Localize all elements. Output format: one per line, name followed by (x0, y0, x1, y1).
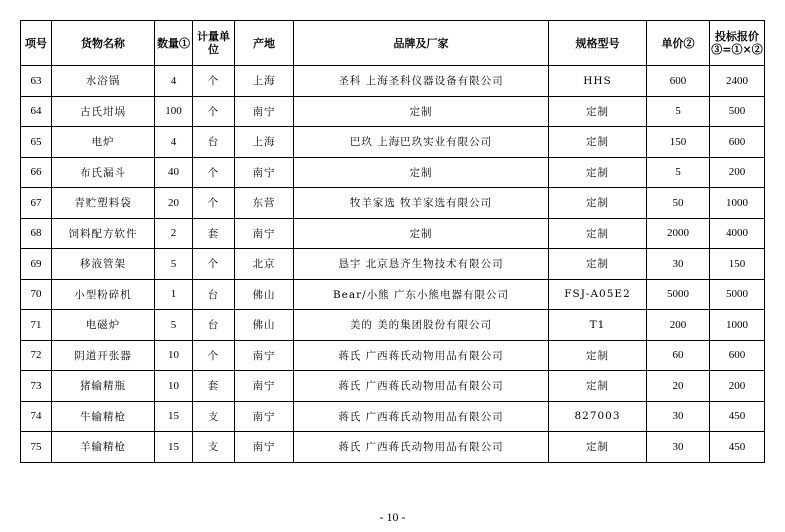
cell-goods-name: 电磁炉 (52, 310, 155, 341)
cell-bid-total: 4000 (710, 218, 765, 249)
cell-spec-model: 定制 (549, 218, 647, 249)
cell-unit-price: 5000 (647, 279, 710, 310)
header-quantity: 数量① (155, 21, 193, 66)
cell-quantity: 15 (155, 401, 193, 432)
cell-bid-total: 1000 (710, 188, 765, 219)
cell-spec-model: 定制 (549, 157, 647, 188)
cell-item-no: 64 (21, 96, 52, 127)
cell-unit: 套 (193, 218, 235, 249)
cell-brand-manufacturer: 巴玖 上海巴玖实业有限公司 (294, 127, 549, 158)
cell-brand-manufacturer: 蒋氏 广西蒋氏动物用品有限公司 (294, 401, 549, 432)
cell-spec-model: 定制 (549, 432, 647, 463)
cell-origin: 南宁 (235, 432, 294, 463)
cell-origin: 佛山 (235, 310, 294, 341)
cell-unit-price: 150 (647, 127, 710, 158)
table-row (21, 432, 765, 463)
cell-brand-manufacturer: 美的 美的集团股份有限公司 (294, 310, 549, 341)
table-row (21, 371, 765, 402)
cell-brand-manufacturer: 蒋氏 广西蒋氏动物用品有限公司 (294, 371, 549, 402)
cell-unit: 台 (193, 279, 235, 310)
cell-spec-model: 定制 (549, 96, 647, 127)
cell-unit: 个 (193, 157, 235, 188)
cell-goods-name: 小型粉碎机 (52, 279, 155, 310)
header-row (21, 21, 765, 66)
cell-item-no: 67 (21, 188, 52, 219)
cell-quantity: 4 (155, 66, 193, 97)
cell-unit-price: 30 (647, 432, 710, 463)
cell-quantity: 20 (155, 188, 193, 219)
table-row (21, 218, 765, 249)
table-body (21, 66, 765, 463)
cell-goods-name: 古氏坩埚 (52, 96, 155, 127)
cell-bid-total: 2400 (710, 66, 765, 97)
cell-brand-manufacturer: 恳宇 北京恳齐生物技术有限公司 (294, 249, 549, 280)
cell-spec-model: 定制 (549, 340, 647, 371)
cell-unit: 台 (193, 310, 235, 341)
table-row (21, 188, 765, 219)
cell-brand-manufacturer: Bear/小熊 广东小熊电器有限公司 (294, 279, 549, 310)
header-unit-price: 单价② (647, 21, 710, 66)
cell-brand-manufacturer: 蒋氏 广西蒋氏动物用品有限公司 (294, 340, 549, 371)
cell-origin: 东营 (235, 188, 294, 219)
page-number: - 10 - (379, 510, 406, 524)
cell-origin: 南宁 (235, 157, 294, 188)
cell-bid-total: 500 (710, 96, 765, 127)
cell-unit: 支 (193, 401, 235, 432)
cell-bid-total: 1000 (710, 310, 765, 341)
cell-unit-price: 200 (647, 310, 710, 341)
cell-brand-manufacturer: 牧羊家选 牧羊家选有限公司 (294, 188, 549, 219)
cell-spec-model: 827003 (549, 401, 647, 432)
table-row (21, 401, 765, 432)
table-row (21, 340, 765, 371)
cell-item-no: 70 (21, 279, 52, 310)
cell-brand-manufacturer: 定制 (294, 96, 549, 127)
cell-spec-model: 定制 (549, 249, 647, 280)
cell-spec-model: FSJ-A05E2 (549, 279, 647, 310)
cell-bid-total: 200 (710, 371, 765, 402)
header-spec-model: 规格型号 (549, 21, 647, 66)
cell-item-no: 75 (21, 432, 52, 463)
cell-item-no: 72 (21, 340, 52, 371)
cell-item-no: 69 (21, 249, 52, 280)
cell-origin: 南宁 (235, 340, 294, 371)
cell-unit-price: 60 (647, 340, 710, 371)
cell-origin: 佛山 (235, 279, 294, 310)
cell-item-no: 68 (21, 218, 52, 249)
cell-unit: 个 (193, 188, 235, 219)
cell-item-no: 74 (21, 401, 52, 432)
cell-unit: 台 (193, 127, 235, 158)
cell-item-no: 66 (21, 157, 52, 188)
table-row (21, 249, 765, 280)
cell-goods-name: 阴道开张器 (52, 340, 155, 371)
cell-unit-price: 30 (647, 249, 710, 280)
cell-item-no: 73 (21, 371, 52, 402)
table-row (21, 66, 765, 97)
cell-item-no: 65 (21, 127, 52, 158)
cell-bid-total: 200 (710, 157, 765, 188)
cell-origin: 南宁 (235, 401, 294, 432)
cell-item-no: 63 (21, 66, 52, 97)
cell-brand-manufacturer: 定制 (294, 157, 549, 188)
cell-spec-model: 定制 (549, 127, 647, 158)
cell-unit-price: 50 (647, 188, 710, 219)
cell-quantity: 10 (155, 340, 193, 371)
cell-unit: 个 (193, 340, 235, 371)
header-unit: 计量单位 (193, 21, 235, 66)
cell-origin: 上海 (235, 66, 294, 97)
cell-goods-name: 饲料配方软件 (52, 218, 155, 249)
cell-quantity: 15 (155, 432, 193, 463)
cell-brand-manufacturer: 圣科 上海圣科仪器设备有限公司 (294, 66, 549, 97)
cell-spec-model: T1 (549, 310, 647, 341)
cell-spec-model: HHS (549, 66, 647, 97)
cell-quantity: 2 (155, 218, 193, 249)
cell-item-no: 71 (21, 310, 52, 341)
cell-goods-name: 羊输精枪 (52, 432, 155, 463)
cell-origin: 北京 (235, 249, 294, 280)
table-row (21, 310, 765, 341)
header-brand-manufacturer: 品牌及厂家 (294, 21, 549, 66)
table-row (21, 279, 765, 310)
table-header (21, 21, 765, 66)
cell-brand-manufacturer: 定制 (294, 218, 549, 249)
cell-quantity: 4 (155, 127, 193, 158)
cell-goods-name: 移液管架 (52, 249, 155, 280)
cell-bid-total: 600 (710, 127, 765, 158)
cell-unit-price: 5 (647, 96, 710, 127)
cell-unit-price: 2000 (647, 218, 710, 249)
cell-unit-price: 5 (647, 157, 710, 188)
cell-goods-name: 布氏漏斗 (52, 157, 155, 188)
cell-unit: 支 (193, 432, 235, 463)
cell-quantity: 5 (155, 310, 193, 341)
cell-quantity: 1 (155, 279, 193, 310)
table-row (21, 127, 765, 158)
cell-goods-name: 青贮塑料袋 (52, 188, 155, 219)
header-bid-total: 投标报价③=①×② (710, 21, 765, 66)
cell-bid-total: 450 (710, 432, 765, 463)
cell-unit: 个 (193, 66, 235, 97)
cell-quantity: 100 (155, 96, 193, 127)
cell-bid-total: 5000 (710, 279, 765, 310)
header-item-no: 项号 (21, 21, 52, 66)
cell-quantity: 40 (155, 157, 193, 188)
cell-goods-name: 牛输精枪 (52, 401, 155, 432)
header-goods-name: 货物名称 (52, 21, 155, 66)
cell-unit: 个 (193, 96, 235, 127)
cell-origin: 上海 (235, 127, 294, 158)
cell-unit: 套 (193, 371, 235, 402)
cell-unit-price: 30 (647, 401, 710, 432)
table-row (21, 96, 765, 127)
cell-brand-manufacturer: 蒋氏 广西蒋氏动物用品有限公司 (294, 432, 549, 463)
cell-quantity: 5 (155, 249, 193, 280)
cell-goods-name: 水浴锅 (52, 66, 155, 97)
cell-unit-price: 600 (647, 66, 710, 97)
cell-unit-price: 20 (647, 371, 710, 402)
cell-goods-name: 猪输精瓶 (52, 371, 155, 402)
cell-origin: 南宁 (235, 371, 294, 402)
bid-items-table (20, 20, 765, 463)
cell-bid-total: 600 (710, 340, 765, 371)
table-row (21, 157, 765, 188)
cell-spec-model: 定制 (549, 371, 647, 402)
cell-goods-name: 电炉 (52, 127, 155, 158)
cell-bid-total: 150 (710, 249, 765, 280)
cell-quantity: 10 (155, 371, 193, 402)
cell-spec-model: 定制 (549, 188, 647, 219)
cell-origin: 南宁 (235, 96, 294, 127)
cell-bid-total: 450 (710, 401, 765, 432)
cell-unit: 个 (193, 249, 235, 280)
cell-origin: 南宁 (235, 218, 294, 249)
header-origin: 产地 (235, 21, 294, 66)
